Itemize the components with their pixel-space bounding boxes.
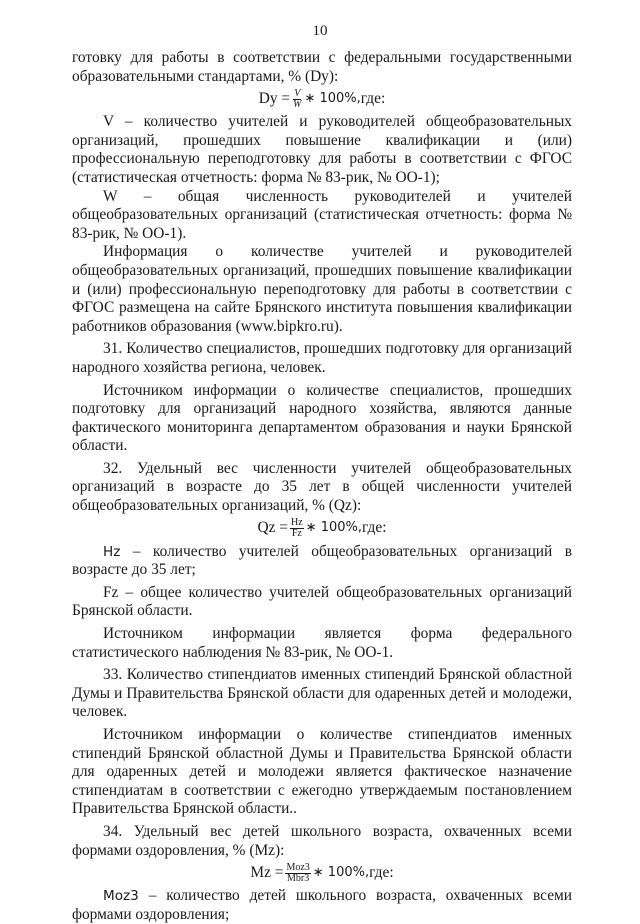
paragraph: 31. Количество специалистов, прошедших подготовку для организаций народного хозяйства региона, человек. (72, 340, 572, 376)
formula-mz (72, 862, 572, 884)
formula-where: где: (360, 89, 386, 107)
formula-dy (72, 88, 572, 110)
paragraph: V – количество учителей и руководителей общеобразовательных организаций, прошедших повышение квалификации и (или) профессиональную переподготовку для работы в соответствии с ФГОС (статистическая отчетность: форма № 83-рик, № ОО-1); (72, 113, 572, 186)
formula-qz (72, 518, 572, 540)
paragraph: Источником информации о количестве стипендиатов именных стипендий Брянской областной Думы и Правительства Брянской области для одаренных детей и молодежи является фактическое назначение стипендиатам в соответствии с ежегодно утверждаемым постановлением Правительства Брянской области.. (72, 726, 572, 818)
term: Moz3 (103, 888, 139, 905)
paragraph: Информация о количестве учителей и руководителей общеобразовательных организаций, прошедших повышение квалификации и (или) профессиональную переподготовку для работы в соответствии с ФГОС размещена на сайте Брянского института повышения квалификации работников образования (www.bipkro.ru). (72, 243, 572, 335)
page-number: 10 (312, 23, 328, 39)
paragraph: 32. Удельный вес численности учителей общеобразовательных организаций в возрасте до 35 лет в общей численности учителей общеобразовательных организаций, % (Qz): (72, 459, 572, 515)
fraction-denominator: Mbr3 (286, 872, 310, 884)
fraction-numerator: V (294, 87, 301, 99)
formula-multiplier: ∗ 100%, (312, 864, 370, 880)
fraction-denominator: Fz (291, 528, 302, 540)
term: Hz (103, 543, 121, 560)
fraction (292, 89, 302, 110)
term-definition: – количество учителей общеобразовательных организаций в возрасте до 35 лет; (72, 542, 572, 579)
paragraph: 33. Количество стипендиатов именных стипендий Брянской областной Думы и Правительства Брянской области для одаренных детей и молодежи, человек. (72, 666, 572, 721)
paragraph: W – общая численность руководителей и учителей общеобразовательных организаций (статистическая отчетность: форма № 83-рик, № ОО-1). (72, 187, 572, 242)
paragraph: Источником информации является форма федерального статистического наблюдения № 83-рик, № ОО-1. (72, 625, 572, 661)
fraction (285, 863, 310, 884)
fraction (290, 518, 304, 539)
fraction-denominator: W (293, 98, 302, 110)
document-body (72, 49, 572, 924)
formula-lhs: Dy = (258, 89, 291, 107)
fraction-numerator: Hz (291, 517, 303, 529)
paragraph: готовку для работы в соответствии с федеральными государственными образовательными стандартами, % (Dy): (72, 49, 572, 85)
paragraph (72, 887, 572, 924)
formula-multiplier: ∗ 100%, (304, 90, 361, 106)
paragraph (72, 543, 572, 580)
formula-multiplier: ∗ 100%, (305, 520, 362, 536)
formula-lhs: Qz = (257, 519, 288, 537)
fraction-numerator: Moz3 (286, 861, 310, 873)
paragraph: Источником информации о количестве специалистов, прошедших подготовку для организаций народного хозяйства, являются данные фактического мониторинга департаментом образования и науки Брянской области. (72, 381, 572, 455)
formula-where: где: (362, 519, 387, 537)
term-definition: – количество детей школьного возраста, охваченных всеми формами оздоровления; (72, 887, 572, 923)
paragraph: 34. Удельный вес детей школьного возраста, охваченных всеми формами оздоровления, % (Mz): (72, 822, 572, 859)
formula-where: где: (369, 863, 394, 881)
formula-lhs: Mz = (250, 863, 284, 881)
paragraph: Fz – общее количество учителей общеобразовательных организаций Брянской области. (72, 583, 572, 620)
